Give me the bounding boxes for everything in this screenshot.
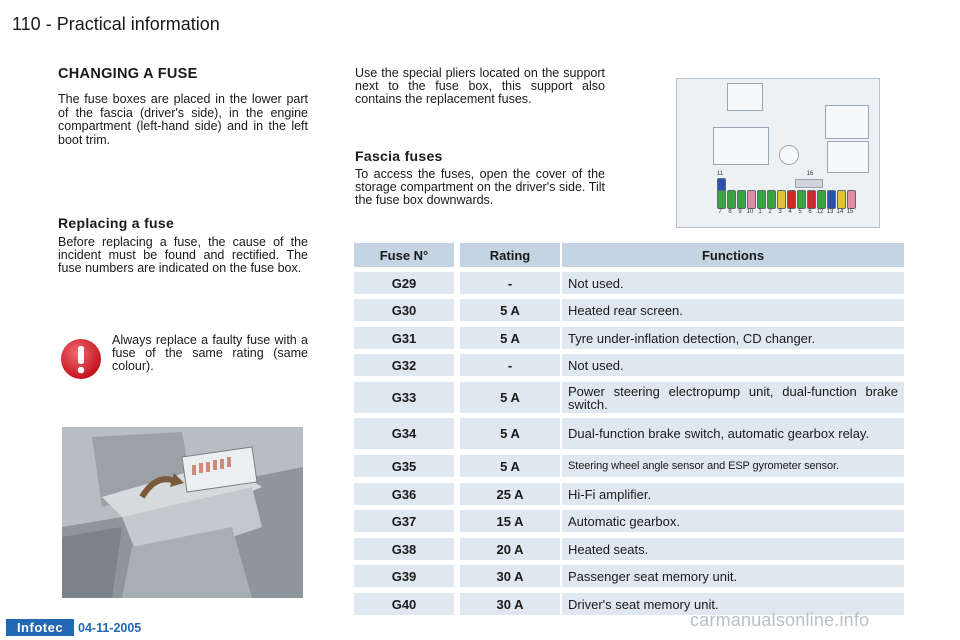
fuse-number-cell: G32 (354, 354, 454, 376)
rating-cell: 30 A (460, 565, 560, 587)
rating-cell: 5 A (460, 299, 560, 321)
table-row (354, 327, 904, 349)
fuse-number: 2 (768, 209, 772, 215)
fuse-number-cell: G36 (354, 483, 454, 505)
fuse-number-cell: G40 (354, 593, 454, 615)
function-cell: Passenger seat memory unit. (562, 565, 904, 587)
table-row (354, 538, 904, 560)
column-header-fuse: Fuse N° (354, 243, 454, 267)
pliers-text: Use the special pliers located on the support next to the fuse box, this support also contains the replacement fuses. (355, 66, 605, 106)
rating-cell: - (460, 354, 560, 376)
function-cell: Not used. (562, 272, 904, 294)
rating-cell: 5 A (460, 382, 560, 413)
function-cell: Not used. (562, 354, 904, 376)
fuse-number-cell: G38 (354, 538, 454, 560)
rating-cell: 20 A (460, 538, 560, 560)
rating-cell: 5 A (460, 455, 560, 477)
fuse-number-cell: G29 (354, 272, 454, 294)
fuse-number-cell: G35 (354, 455, 454, 477)
function-cell: Steering wheel angle sensor and ESP gyrometer sensor. (562, 455, 904, 477)
table-row (354, 299, 904, 321)
fuse-number: 6 (808, 209, 812, 215)
fuse-number: 13 (826, 209, 834, 215)
rating-cell: 30 A (460, 593, 560, 615)
fuse-number: 4 (788, 209, 792, 215)
watermark: carmanualsonline.info (690, 610, 870, 630)
page-title: 110 - Practical information (12, 14, 220, 34)
function-cell: Driver's seat memory unit. (562, 593, 904, 615)
fuse-number: 9 (738, 209, 742, 215)
fuse-number: 7 (718, 209, 722, 215)
table-header-row (354, 243, 904, 267)
function-cell: Tyre under-inflation detection, CD changer. (562, 327, 904, 349)
fuse-number-cell: G37 (354, 510, 454, 532)
column-header-rating: Rating (460, 243, 560, 267)
function-cell: Heated rear screen. (562, 299, 904, 321)
fuse-number-cell: G33 (354, 382, 454, 413)
fuse-box-diagram (676, 78, 880, 228)
fuse-number: 12 (816, 209, 824, 215)
fuse-number: 15 (846, 209, 854, 215)
function-cell: Power steering electropump unit, dual-function brake switch. (562, 382, 904, 413)
fuse-number: 5 (798, 209, 802, 215)
function-cell: Dual-function brake switch, automatic gearbox relay. (562, 418, 904, 449)
infotec-badge: Infotec (6, 619, 74, 636)
fuse-number: 11 (716, 171, 724, 177)
column-header-functions: Functions (562, 243, 904, 267)
replacing-fuse-heading: Replacing a fuse (58, 215, 175, 231)
fuse-number: 1 (758, 209, 762, 215)
function-cell: Automatic gearbox. (562, 510, 904, 532)
table-row (354, 418, 904, 449)
rating-cell: 5 A (460, 418, 560, 449)
footer-date: 04-11-2005 (78, 621, 142, 635)
fuse-number-cell: G31 (354, 327, 454, 349)
changing-fuse-heading: CHANGING A FUSE (58, 66, 198, 82)
fuse-number: 14 (836, 209, 844, 215)
changing-fuse-text: The fuse boxes are placed in the lower part of the fascia (driver's side), in the engine compartment (left-hand side) and in the left boot trim. (58, 92, 308, 147)
warning-icon (60, 338, 102, 380)
fusebox-access-photo (62, 427, 303, 598)
table-row (354, 510, 904, 532)
rating-cell: 15 A (460, 510, 560, 532)
fascia-fuses-text: To access the fuses, open the cover of the storage compartment on the driver's side. Tilt the fuse box downwards. (355, 167, 605, 207)
function-cell: Heated seats. (562, 538, 904, 560)
fuse-number: 16 (806, 171, 814, 177)
fuse-number-cell: G34 (354, 418, 454, 449)
table-row (354, 483, 904, 505)
fuse-number-cell: G30 (354, 299, 454, 321)
fuse-number: 3 (778, 209, 782, 215)
table-row (354, 272, 904, 294)
function-cell: Hi-Fi amplifier. (562, 483, 904, 505)
table-row (354, 382, 904, 413)
table-row (354, 565, 904, 587)
rating-cell: - (460, 272, 560, 294)
rating-cell: 25 A (460, 483, 560, 505)
replacing-fuse-text: Before replacing a fuse, the cause of the incident must be found and rectified. The fuse numbers are indicated on the fuse box. (58, 235, 308, 275)
table-row (354, 354, 904, 376)
fuse-number-cell: G39 (354, 565, 454, 587)
warning-text: Always replace a faulty fuse with a fuse of the same rating (same colour). (112, 333, 308, 373)
table-row (354, 455, 904, 477)
fuse-number: 8 (728, 209, 732, 215)
rating-cell: 5 A (460, 327, 560, 349)
fuse-number: 10 (746, 209, 754, 215)
fascia-fuses-heading: Fascia fuses (355, 148, 443, 164)
